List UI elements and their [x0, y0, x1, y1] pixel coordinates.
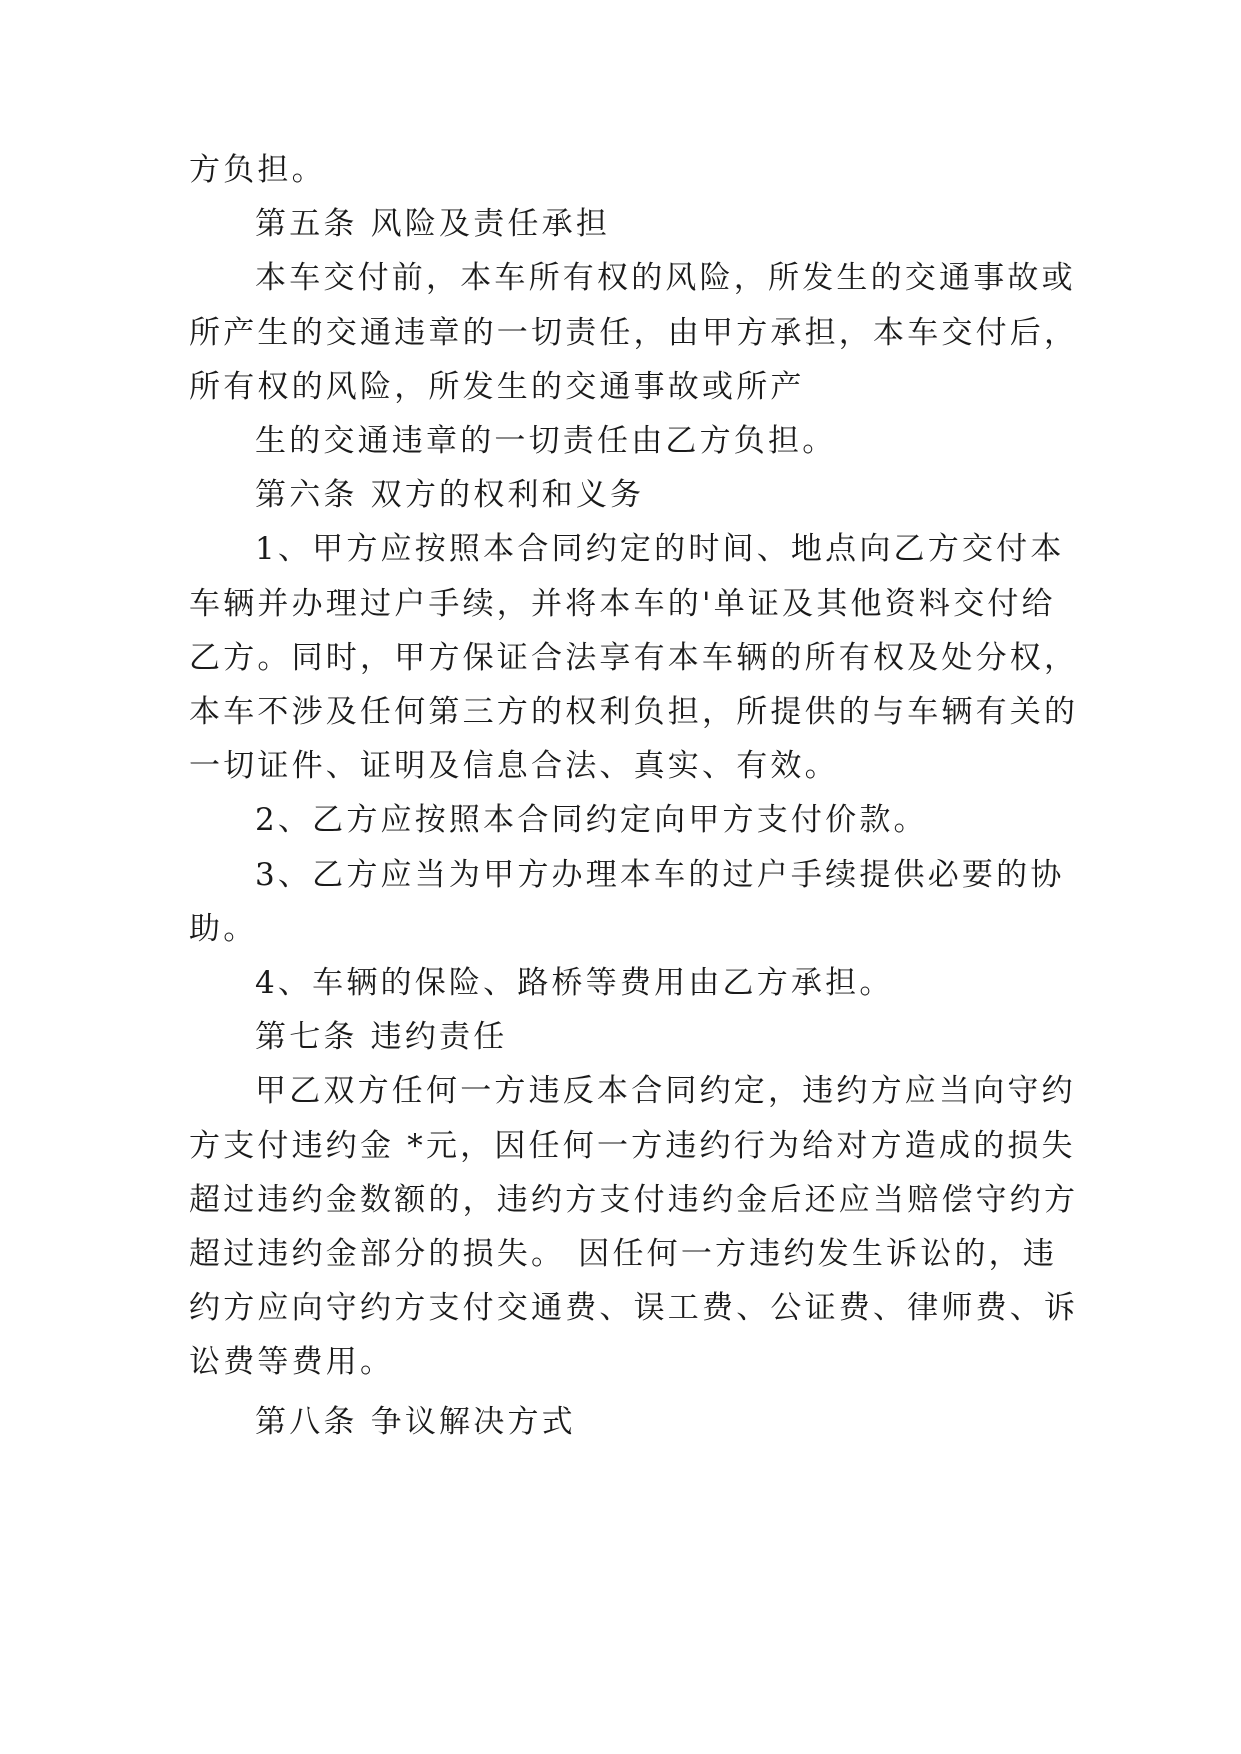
text-line: 讼费等费用。	[189, 1344, 395, 1380]
text-line: 本车不涉及任何第三方的权利负担，所提供的与车辆有关的	[189, 694, 1079, 730]
text-line: 本车交付前，本车所有权的风险，所发生的交通事故或	[255, 260, 1076, 296]
text-line: 超过违约金部分的损失。 因任何一方违约发生诉讼的，违	[189, 1236, 1058, 1272]
text-line: 所产生的交通违章的一切责任，由甲方承担，本车交付后，	[189, 315, 1079, 351]
text-line: 方支付违约金 *元，因任何一方违约行为给对方造成的损失	[189, 1128, 1076, 1164]
text-line: 3、乙方应当为甲方办理本车的过户手续提供必要的协	[255, 857, 1065, 893]
text-line: 方负担。	[189, 152, 326, 188]
text-line: 一切证件、证明及信息合法、真实、有效。	[189, 748, 839, 784]
text-line: 甲乙双方任何一方违反本合同约定，违约方应当向守约	[255, 1073, 1076, 1109]
text-line: 4、车辆的保险、路桥等费用由乙方承担。	[255, 965, 894, 1001]
text-line: 2、乙方应按照本合同约定向甲方支付价款。	[255, 802, 928, 838]
text-line: 车辆并办理过户手续，并将本车的'单证及其他资料交付给	[189, 586, 1056, 622]
section-heading-7: 第七条 违约责任	[255, 1019, 508, 1055]
text-line: 助。	[189, 911, 258, 947]
text-line: 生的交通违章的一切责任由乙方负担。	[255, 423, 837, 459]
section-heading-6: 第六条 双方的权利和义务	[255, 477, 645, 513]
text-line: 所有权的风险，所发生的交通事故或所产	[189, 369, 805, 405]
text-line: 约方应向守约方支付交通费、误工费、公证费、律师费、诉	[189, 1290, 1079, 1326]
text-line: 1、甲方应按照本合同约定的时间、地点向乙方交付本	[255, 531, 1065, 567]
text-line: 乙方。同时，甲方保证合法享有本车辆的所有权及处分权，	[189, 640, 1079, 676]
section-heading-5: 第五条 风险及责任承担	[255, 206, 611, 242]
section-heading-8: 第八条 争议解决方式	[255, 1404, 576, 1440]
text-line: 超过违约金数额的，违约方支付违约金后还应当赔偿守约方	[189, 1182, 1079, 1218]
